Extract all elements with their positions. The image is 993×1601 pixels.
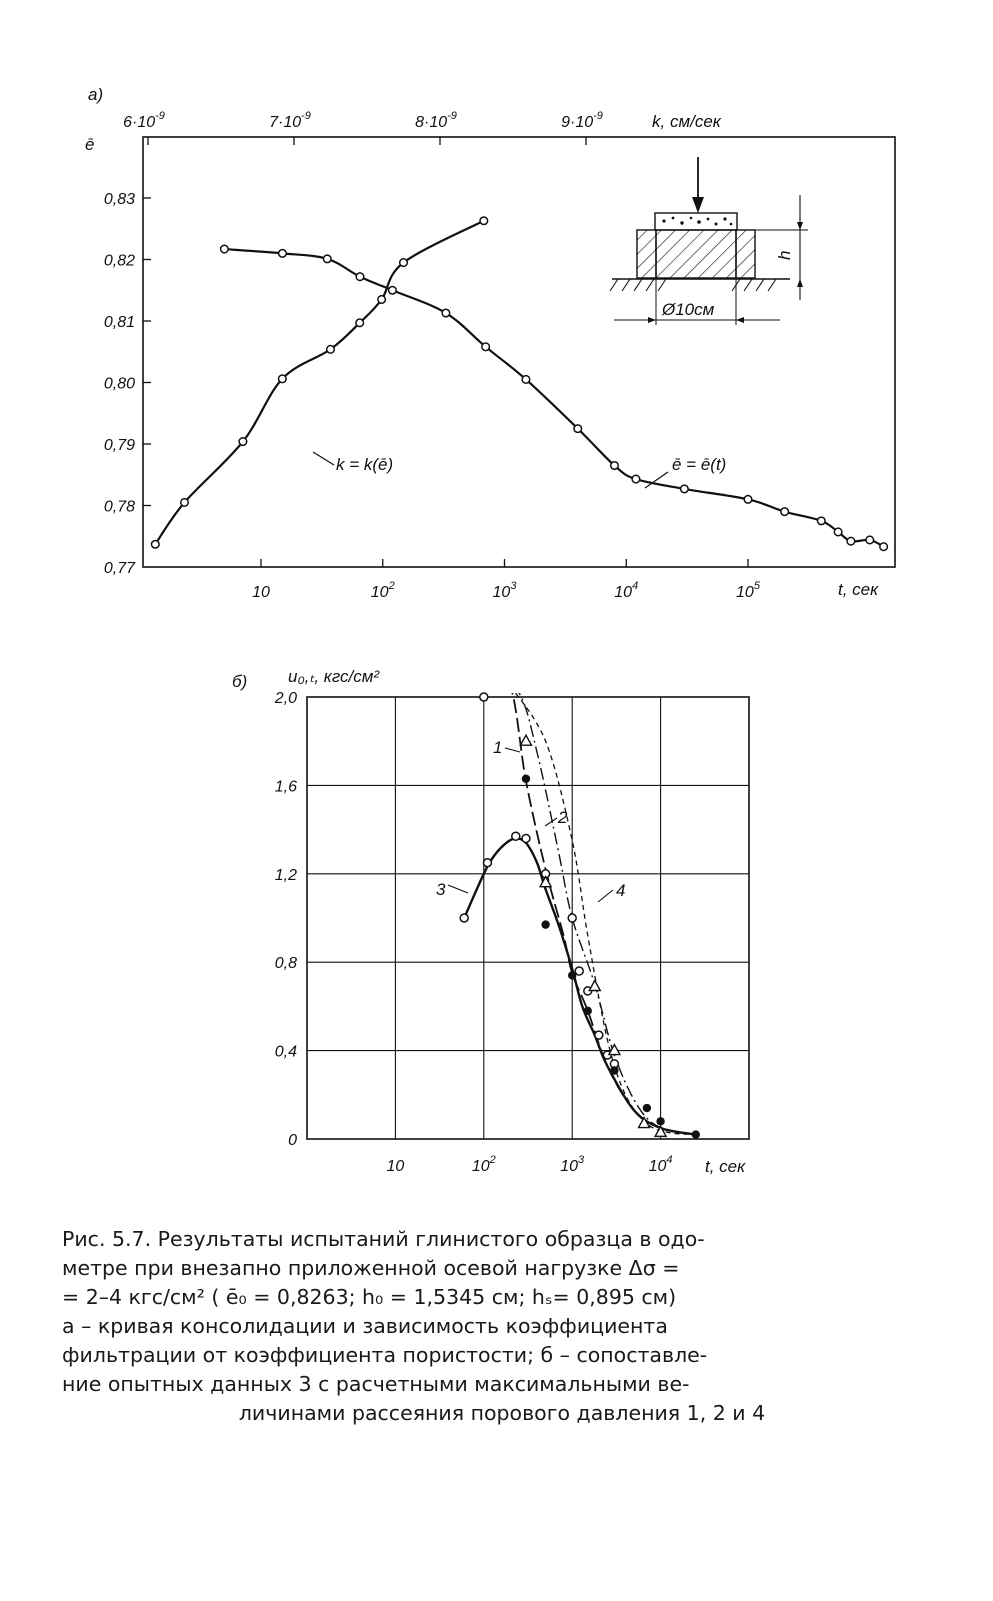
inset-diameter-label: Ø10см	[662, 300, 715, 319]
e-vs-t-point	[847, 537, 855, 545]
open-circle-point	[595, 1031, 603, 1039]
panel-a-top-axis-label: k, см/сек	[652, 112, 721, 131]
panel-a-x-ticks	[252, 559, 761, 601]
panel-b-x-ticks	[387, 1154, 673, 1175]
k-curve-leader	[313, 452, 334, 465]
filled-circle-point	[692, 1130, 700, 1138]
k-vs-e-point	[152, 540, 160, 548]
k-vs-e-point	[181, 499, 189, 507]
curve-4-leader	[598, 890, 613, 902]
e-vs-t-point	[632, 475, 640, 483]
e-vs-t-point	[389, 286, 397, 294]
panel-a-y-ticks	[104, 191, 151, 577]
curve-4-line	[510, 686, 695, 1135]
panel-a-letter: a)	[88, 85, 104, 104]
e-vs-t-point	[744, 496, 752, 504]
panel-b-frame	[307, 697, 749, 1139]
filled-circle-point	[568, 971, 576, 979]
e-vs-t-point	[323, 255, 331, 263]
curve-2-leader	[545, 818, 557, 826]
panel-a-frame	[143, 137, 895, 567]
curve-1-leader	[505, 748, 520, 752]
e-vs-t-point	[611, 462, 619, 470]
e-vs-t-point	[880, 543, 888, 551]
curve-1-label: 1	[493, 738, 503, 757]
curve-3-leader	[448, 885, 468, 893]
open-circle-point	[575, 967, 583, 975]
dim-arrow-right-icon	[736, 317, 744, 323]
ring-right	[736, 230, 755, 278]
open-circle-point	[522, 834, 530, 842]
panel-a-xlabel: t, сек	[838, 580, 879, 599]
a-top-tick-label: $8\cdot 10^{-9}$	[415, 110, 457, 131]
e-vs-t-point	[482, 343, 490, 351]
curve-4-label: 4	[616, 881, 626, 900]
e-vs-t-curve	[224, 249, 883, 547]
k-curve-label: k = k(ē)	[336, 455, 394, 474]
a-y-tick-label: 0,83	[103, 191, 135, 208]
curve-2-label: 2	[558, 808, 568, 827]
load-arrow-head-icon	[692, 197, 704, 213]
a-x-tick-label: $10^4$	[614, 580, 639, 601]
k-vs-e-curve	[155, 221, 484, 544]
e-vs-t-point	[574, 425, 582, 433]
a-x-tick-label: $10^3$	[492, 580, 517, 601]
dim-arrow-left-icon	[648, 317, 656, 323]
oedometer-inset	[610, 157, 808, 325]
e-vs-t-point	[356, 273, 364, 281]
b-y-tick-label: 0	[288, 1132, 297, 1149]
curve-1-line	[484, 653, 696, 1135]
b-x-tick-label: 10	[386, 1158, 405, 1175]
a-y-tick-label: 0,79	[103, 437, 135, 454]
e-vs-t-point	[781, 508, 789, 516]
b-y-tick-label: 0,8	[274, 955, 297, 973]
filled-circle-point	[541, 920, 549, 928]
e-vs-t-point	[522, 376, 530, 384]
open-circle-point	[480, 693, 488, 701]
a-y-tick-label: 0,81	[103, 314, 135, 331]
panel-b-ylabel: u₀,ₜ, кгс/см²	[288, 667, 380, 686]
k-vs-e-point	[480, 217, 488, 225]
a-y-tick-label: 0,77	[103, 560, 135, 577]
curve-2-line	[484, 653, 696, 1135]
b-x-tick-label: $10^3$	[560, 1154, 585, 1175]
caption-line-4: а – кривая консолидации и зависимость коэффициента	[62, 1314, 668, 1338]
caption-line-5: фильтрации от коэффициента пористости; б – сопоставле-	[62, 1343, 708, 1367]
a-y-tick-label: 0,80	[103, 375, 135, 393]
filled-circle-point	[643, 1104, 651, 1112]
a-top-tick-label: $6\cdot 10^{-9}$	[123, 110, 165, 131]
ground-hatch	[610, 279, 776, 291]
ring-left	[637, 230, 656, 278]
open-circle-point	[460, 914, 468, 922]
e-vs-t-point	[834, 528, 842, 536]
open-circle-point	[512, 832, 520, 840]
k-vs-e-point	[356, 319, 364, 327]
e-curve-label: ē = ē(t)	[672, 455, 727, 474]
panel-b	[232, 653, 749, 1176]
caption-line-2: метре при внезапно приложенной осевой нагрузке Δσ =	[62, 1256, 680, 1280]
caption-line-1: Рис. 5.7. Результаты испытаний глинистого образца в одо-	[62, 1227, 705, 1251]
e-vs-t-point	[866, 536, 874, 544]
b-y-tick-label: 1,2	[274, 866, 297, 884]
panel-b-y-ticks	[274, 690, 297, 1149]
k-vs-e-point	[327, 345, 335, 353]
e-vs-t-point	[818, 517, 826, 525]
a-y-tick-label: 0,82	[103, 252, 135, 270]
a-x-tick-label: $10^5$	[736, 580, 760, 601]
a-y-tick-label: 0,78	[103, 498, 135, 516]
panel-b-grid	[307, 697, 749, 1139]
panel-b-letter: б)	[232, 672, 248, 691]
panel-a	[85, 85, 895, 601]
b-y-tick-label: 2,0	[274, 690, 297, 707]
triangle-point	[589, 981, 600, 991]
figure-caption	[62, 1225, 942, 1428]
inset-height-label: h	[775, 250, 794, 260]
k-vs-e-point	[239, 438, 247, 446]
h-arrow-top-icon	[797, 222, 803, 230]
panel-b-xlabel: t, сек	[705, 1157, 746, 1176]
filled-circle-point	[610, 1066, 618, 1074]
soil-sample	[656, 230, 736, 278]
b-y-tick-label: 1,6	[274, 778, 297, 796]
a-x-tick-label: $10^2$	[370, 580, 395, 601]
e-vs-t-point	[279, 250, 287, 258]
open-circle-point	[568, 914, 576, 922]
e-vs-t-point	[681, 485, 689, 493]
e-vs-t-point	[442, 309, 450, 317]
panel-a-top-ticks	[123, 110, 603, 145]
filled-circle-point	[584, 1007, 592, 1015]
e-vs-t-point	[221, 245, 229, 253]
porous-stone	[655, 213, 737, 230]
k-vs-e-point	[279, 375, 287, 383]
triangle-point	[520, 735, 531, 745]
caption-line-7: личинами рассеяния порового давления 1, 2 и 4	[238, 1401, 766, 1425]
filled-circle-point	[522, 775, 530, 783]
triangle-point	[609, 1045, 620, 1055]
panel-a-ylabel: ē	[85, 135, 95, 154]
panel-a-series	[152, 217, 888, 551]
a-top-tick-label: $7\cdot 10^{-9}$	[269, 110, 311, 131]
b-x-tick-label: $10^4$	[648, 1154, 673, 1175]
k-vs-e-point	[400, 259, 408, 267]
k-vs-e-point	[378, 296, 386, 304]
open-circle-point	[483, 859, 491, 867]
triangle-point	[655, 1126, 666, 1136]
a-top-tick-label: $9\cdot 10^{-9}$	[561, 110, 603, 131]
panel-b-markers	[460, 693, 700, 1139]
caption-line-6: ние опытных данных 3 с расчетными максимальными ве-	[62, 1372, 690, 1396]
h-arrow-bottom-icon	[797, 279, 803, 287]
b-y-tick-label: 0,4	[274, 1043, 297, 1061]
curve-3-label: 3	[436, 880, 446, 899]
a-x-tick-label: 10	[252, 584, 270, 601]
caption-line-3: = 2–4 кгс/см² ( ē₀ = 0,8263; h₀ = 1,5345 см; hₛ= 0,895 см)	[62, 1285, 677, 1309]
b-x-tick-label: $10^2$	[471, 1154, 496, 1175]
filled-circle-point	[656, 1117, 664, 1125]
